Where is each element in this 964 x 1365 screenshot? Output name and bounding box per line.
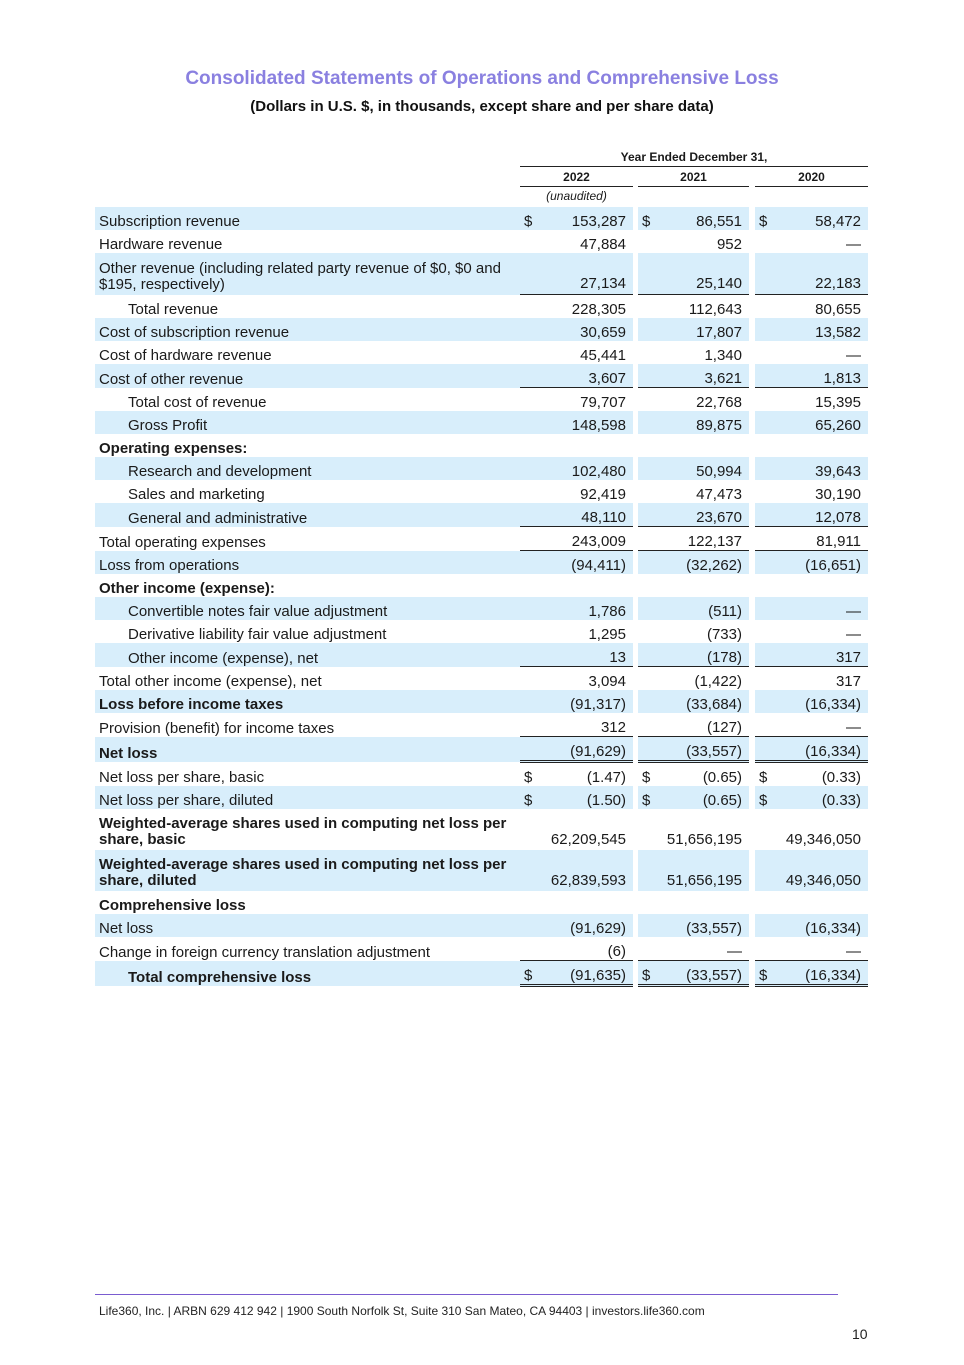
currency-symbol — [520, 318, 542, 341]
table-row — [95, 786, 868, 809]
table-row — [95, 527, 868, 551]
value-cell-2021: (1,422) — [694, 673, 742, 690]
value-cell-2021: (511) — [658, 597, 749, 620]
footer-text: Life360, Inc. | ARBN 629 412 942 | 1900 South Norfolk St, Suite 310 San Mateo, CA 94403 | investors.life360.com — [99, 1304, 705, 1318]
value-cell-2021: — — [658, 937, 749, 961]
value-cell-2022: 45,441 — [580, 347, 626, 364]
row-label: Comprehensive loss — [99, 897, 246, 914]
table-row — [95, 318, 868, 341]
currency-symbol — [755, 411, 775, 434]
value-cell-2020: 49,346,050 — [775, 850, 868, 891]
currency-symbol — [520, 434, 542, 457]
currency-symbol — [755, 551, 775, 575]
currency-symbol — [755, 341, 775, 364]
value-cell-2020: 58,472 — [775, 207, 868, 230]
value-cell-2021: 1,340 — [704, 347, 742, 364]
value-cell-2022: (91,629) — [542, 914, 633, 937]
row-label: Hardware revenue — [99, 236, 223, 253]
year-header-2022: 2022 — [520, 170, 633, 187]
row-label: Subscription revenue — [95, 207, 520, 230]
table-row — [95, 713, 868, 737]
value-cell-2022: 3,607 — [542, 364, 633, 388]
table-row — [95, 341, 868, 364]
value-cell-2020 — [775, 434, 868, 457]
page-number: 10 — [852, 1326, 868, 1342]
table-row — [95, 690, 868, 713]
currency-symbol — [755, 809, 775, 850]
value-cell-2020: (0.33) — [821, 769, 861, 786]
currency-symbol — [520, 620, 542, 643]
currency-symbol — [638, 914, 658, 937]
value-cell-2021: 3,621 — [658, 364, 749, 388]
value-cell-2020: (0.33) — [775, 786, 868, 809]
currency-symbol — [755, 388, 775, 412]
currency-symbol — [520, 850, 542, 891]
currency-symbol: $ — [759, 769, 768, 786]
currency-symbol — [755, 480, 775, 503]
value-cell-2021: (0.65) — [702, 769, 742, 786]
currency-symbol — [520, 341, 542, 364]
value-cell-2020: 317 — [775, 643, 868, 667]
value-cell-2022: 62,209,545 — [550, 831, 626, 848]
value-cell-2022: (1.50) — [542, 786, 633, 809]
value-cell-2020: 30,190 — [815, 486, 861, 503]
currency-symbol — [520, 667, 542, 691]
value-cell-2021: 51,656,195 — [658, 850, 749, 891]
value-cell-2020: 39,643 — [775, 457, 868, 480]
row-label: Cost of subscription revenue — [95, 318, 520, 341]
value-cell-2021: 23,670 — [658, 503, 749, 527]
value-cell-2022: 48,110 — [542, 503, 633, 527]
table-row — [95, 643, 868, 667]
value-cell-2022: 27,134 — [542, 253, 633, 295]
currency-symbol — [755, 295, 775, 319]
value-cell-2020: 81,911 — [775, 527, 868, 551]
currency-symbol — [520, 809, 542, 850]
currency-symbol — [755, 667, 775, 691]
value-cell-2022 — [542, 434, 633, 457]
currency-symbol: $ — [755, 207, 775, 230]
currency-symbol — [638, 737, 658, 762]
row-label: Cost of other revenue — [95, 364, 520, 388]
currency-symbol — [755, 737, 775, 762]
value-cell-2020: 49,346,050 — [785, 831, 861, 848]
currency-symbol — [638, 597, 658, 620]
table-row — [95, 551, 868, 575]
value-cell-2022: 1,786 — [542, 597, 633, 620]
currency-symbol — [638, 480, 658, 503]
currency-symbol — [520, 527, 542, 551]
row-label: Total other income (expense), net — [99, 673, 322, 690]
value-cell-2021: 86,551 — [658, 207, 749, 230]
table-row — [95, 230, 868, 253]
currency-symbol — [755, 503, 775, 527]
currency-symbol: $ — [642, 769, 651, 786]
value-cell-2021: 50,994 — [658, 457, 749, 480]
table-row — [95, 480, 868, 503]
currency-symbol — [638, 620, 658, 643]
value-cell-2020: (16,334) — [775, 690, 868, 713]
value-cell-2022: 47,884 — [580, 236, 626, 253]
currency-symbol — [520, 937, 542, 961]
value-cell-2021: 47,473 — [696, 486, 742, 503]
table-row — [95, 737, 868, 762]
currency-symbol — [638, 643, 658, 667]
currency-symbol — [755, 230, 775, 253]
currency-symbol — [638, 850, 658, 891]
table-row — [95, 597, 868, 620]
currency-symbol — [520, 411, 542, 434]
currency-symbol — [755, 643, 775, 667]
table-row — [95, 574, 868, 597]
value-cell-2021: (178) — [658, 643, 749, 667]
currency-symbol — [755, 690, 775, 713]
currency-symbol — [638, 457, 658, 480]
currency-symbol — [755, 937, 775, 961]
table-row — [95, 809, 868, 850]
operations-statement-table — [95, 207, 868, 987]
table-row — [95, 388, 868, 412]
value-cell-2020 — [775, 574, 868, 597]
currency-symbol — [520, 230, 542, 253]
currency-symbol: $ — [638, 961, 658, 986]
value-cell-2022 — [542, 891, 633, 914]
value-cell-2022: 1,295 — [588, 626, 626, 643]
row-label: Weighted-average shares used in computing net loss per share, basic — [99, 815, 507, 848]
currency-symbol — [520, 713, 542, 737]
currency-symbol — [755, 434, 775, 457]
currency-symbol — [638, 574, 658, 597]
table-row — [95, 762, 868, 787]
row-label: Loss before income taxes — [95, 690, 520, 713]
currency-symbol — [755, 914, 775, 937]
value-cell-2020: 22,183 — [775, 253, 868, 295]
value-cell-2022: 62,839,593 — [542, 850, 633, 891]
row-label: Derivative liability fair value adjustment — [128, 626, 387, 643]
value-cell-2021: (32,262) — [658, 551, 749, 575]
table-row — [95, 295, 868, 319]
currency-symbol — [755, 364, 775, 388]
value-cell-2020: (16,651) — [775, 551, 868, 575]
row-label: Net loss — [95, 914, 520, 937]
table-row — [95, 914, 868, 937]
value-cell-2022: (91,317) — [542, 690, 633, 713]
value-cell-2021: (33,684) — [658, 690, 749, 713]
row-label: General and administrative — [95, 503, 520, 527]
row-label: Cost of hardware revenue — [99, 347, 272, 364]
row-label: Gross Profit — [95, 411, 520, 434]
currency-symbol — [638, 809, 658, 850]
row-label: Loss from operations — [95, 551, 520, 575]
unaudited-note: (unaudited) — [546, 189, 607, 203]
currency-symbol — [520, 574, 542, 597]
table-row — [95, 457, 868, 480]
value-cell-2021: (733) — [706, 626, 742, 643]
currency-symbol — [520, 295, 542, 319]
value-cell-2020: 80,655 — [815, 301, 861, 318]
value-cell-2020: (16,334) — [775, 737, 868, 762]
currency-symbol — [638, 388, 658, 412]
currency-symbol: $ — [755, 961, 775, 986]
table-row — [95, 961, 868, 986]
row-label: Change in foreign currency translation adjustment — [99, 943, 431, 961]
currency-symbol — [638, 527, 658, 551]
value-cell-2021 — [658, 891, 749, 914]
table-row — [95, 207, 868, 230]
row-label: Net loss — [95, 737, 520, 762]
value-cell-2021: 51,656,195 — [666, 831, 742, 848]
currency-symbol — [520, 643, 542, 667]
table-row — [95, 434, 868, 457]
value-cell-2021: 112,643 — [688, 301, 742, 318]
currency-symbol — [520, 551, 542, 575]
value-cell-2020 — [775, 891, 868, 914]
value-cell-2022: 92,419 — [580, 486, 626, 503]
value-cell-2022: 312 — [542, 713, 633, 737]
value-cell-2022: 30,659 — [542, 318, 633, 341]
currency-symbol — [638, 411, 658, 434]
currency-symbol — [638, 434, 658, 457]
value-cell-2021 — [658, 574, 749, 597]
currency-symbol — [755, 850, 775, 891]
year-header-2020: 2020 — [755, 170, 868, 187]
row-label: Operating expenses: — [99, 440, 248, 457]
currency-symbol — [520, 914, 542, 937]
row-label: Total comprehensive loss — [95, 961, 520, 986]
currency-symbol — [520, 480, 542, 503]
footer-rule — [95, 1294, 838, 1295]
currency-symbol — [755, 527, 775, 551]
value-cell-2021: 22,768 — [696, 394, 742, 411]
row-label: Convertible notes fair value adjustment — [95, 597, 520, 620]
currency-symbol: $ — [755, 786, 775, 809]
value-cell-2021: 17,807 — [658, 318, 749, 341]
row-label: Total revenue — [128, 301, 219, 318]
currency-symbol — [520, 597, 542, 620]
currency-symbol — [638, 667, 658, 691]
currency-symbol — [520, 253, 542, 295]
table-row — [95, 850, 868, 891]
value-cell-2020: 317 — [835, 673, 861, 690]
currency-symbol — [520, 737, 542, 762]
table-row — [95, 253, 868, 295]
table-row — [95, 503, 868, 527]
currency-symbol — [755, 457, 775, 480]
value-cell-2022: (94,411) — [542, 551, 633, 575]
value-cell-2022: 148,598 — [542, 411, 633, 434]
value-cell-2020: — — [846, 347, 861, 364]
value-cell-2022: 228,305 — [571, 301, 626, 318]
currency-symbol — [520, 388, 542, 412]
value-cell-2022: (91,635) — [542, 961, 633, 986]
value-cell-2021: (127) — [658, 713, 749, 737]
currency-symbol: $ — [520, 207, 542, 230]
currency-symbol — [638, 937, 658, 961]
currency-symbol — [520, 457, 542, 480]
value-cell-2020: 15,395 — [815, 394, 861, 411]
currency-symbol — [638, 253, 658, 295]
value-cell-2020: (16,334) — [775, 914, 868, 937]
value-cell-2020: — — [775, 597, 868, 620]
currency-symbol — [638, 690, 658, 713]
row-label: Total operating expenses — [99, 533, 266, 551]
currency-symbol — [755, 597, 775, 620]
row-label: Research and development — [95, 457, 520, 480]
value-cell-2020: — — [775, 713, 868, 737]
currency-symbol — [638, 295, 658, 319]
value-cell-2020: — — [846, 236, 861, 253]
currency-symbol — [755, 253, 775, 295]
value-cell-2020: 12,078 — [775, 503, 868, 527]
value-cell-2021: 89,875 — [658, 411, 749, 434]
currency-symbol — [755, 713, 775, 737]
table-row — [95, 891, 868, 914]
currency-symbol: $ — [638, 786, 658, 809]
table-row — [95, 411, 868, 434]
value-cell-2022: 3,094 — [588, 673, 626, 690]
currency-symbol: $ — [524, 769, 533, 786]
value-cell-2022: (6) — [542, 937, 633, 961]
currency-symbol — [755, 891, 775, 914]
currency-symbol: $ — [520, 786, 542, 809]
currency-symbol — [755, 620, 775, 643]
value-cell-2021: 952 — [716, 236, 742, 253]
currency-symbol — [638, 503, 658, 527]
currency-symbol — [638, 551, 658, 575]
row-label: Net loss per share, diluted — [95, 786, 520, 809]
currency-symbol — [638, 713, 658, 737]
currency-symbol — [755, 318, 775, 341]
row-label: Provision (benefit) for income taxes — [99, 719, 335, 737]
value-cell-2022: 13 — [542, 643, 633, 667]
value-cell-2022: 153,287 — [542, 207, 633, 230]
value-cell-2021: (0.65) — [658, 786, 749, 809]
value-cell-2020: — — [775, 937, 868, 961]
row-label: Total cost of revenue — [128, 394, 267, 411]
document-title: Consolidated Statements of Operations and Comprehensive Loss — [185, 68, 779, 89]
table-row — [95, 364, 868, 388]
value-cell-2021: 25,140 — [658, 253, 749, 295]
year-header-2021: 2021 — [638, 170, 749, 187]
value-cell-2022: (1.47) — [586, 769, 626, 786]
currency-symbol — [638, 341, 658, 364]
value-cell-2021: (33,557) — [658, 961, 749, 986]
currency-symbol — [638, 364, 658, 388]
value-cell-2020: 65,260 — [775, 411, 868, 434]
currency-symbol — [755, 574, 775, 597]
currency-symbol — [638, 891, 658, 914]
row-label: Other income (expense), net — [95, 643, 520, 667]
currency-symbol — [520, 891, 542, 914]
currency-symbol — [520, 503, 542, 527]
table-row — [95, 620, 868, 643]
value-cell-2022: (91,629) — [542, 737, 633, 762]
value-cell-2021 — [658, 434, 749, 457]
value-cell-2022 — [542, 574, 633, 597]
currency-symbol: $ — [520, 961, 542, 986]
value-cell-2022: 243,009 — [542, 527, 633, 551]
value-cell-2022: 79,707 — [580, 394, 626, 411]
value-cell-2022: 102,480 — [542, 457, 633, 480]
document-subtitle: (Dollars in U.S. $, in thousands, except share and per share data) — [250, 98, 714, 115]
row-label: Net loss per share, basic — [99, 769, 265, 786]
value-cell-2020: — — [846, 626, 861, 643]
currency-symbol — [638, 230, 658, 253]
value-cell-2021: (33,557) — [658, 914, 749, 937]
row-label: Weighted-average shares used in computing net loss per share, diluted — [95, 850, 520, 891]
value-cell-2021: 122,137 — [658, 527, 749, 551]
period-header: Year Ended December 31, — [520, 150, 868, 167]
currency-symbol — [520, 364, 542, 388]
table-row — [95, 667, 868, 691]
currency-symbol — [520, 690, 542, 713]
value-cell-2020: 13,582 — [775, 318, 868, 341]
row-label: Sales and marketing — [128, 486, 265, 503]
row-label: Other income (expense): — [99, 580, 275, 597]
currency-symbol — [638, 318, 658, 341]
value-cell-2021: (33,557) — [658, 737, 749, 762]
table-row — [95, 937, 868, 961]
value-cell-2020: (16,334) — [775, 961, 868, 986]
row-label: Other revenue (including related party revenue of $0, $0 and $195, respectively) — [95, 253, 520, 295]
value-cell-2020: 1,813 — [775, 364, 868, 388]
currency-symbol: $ — [638, 207, 658, 230]
